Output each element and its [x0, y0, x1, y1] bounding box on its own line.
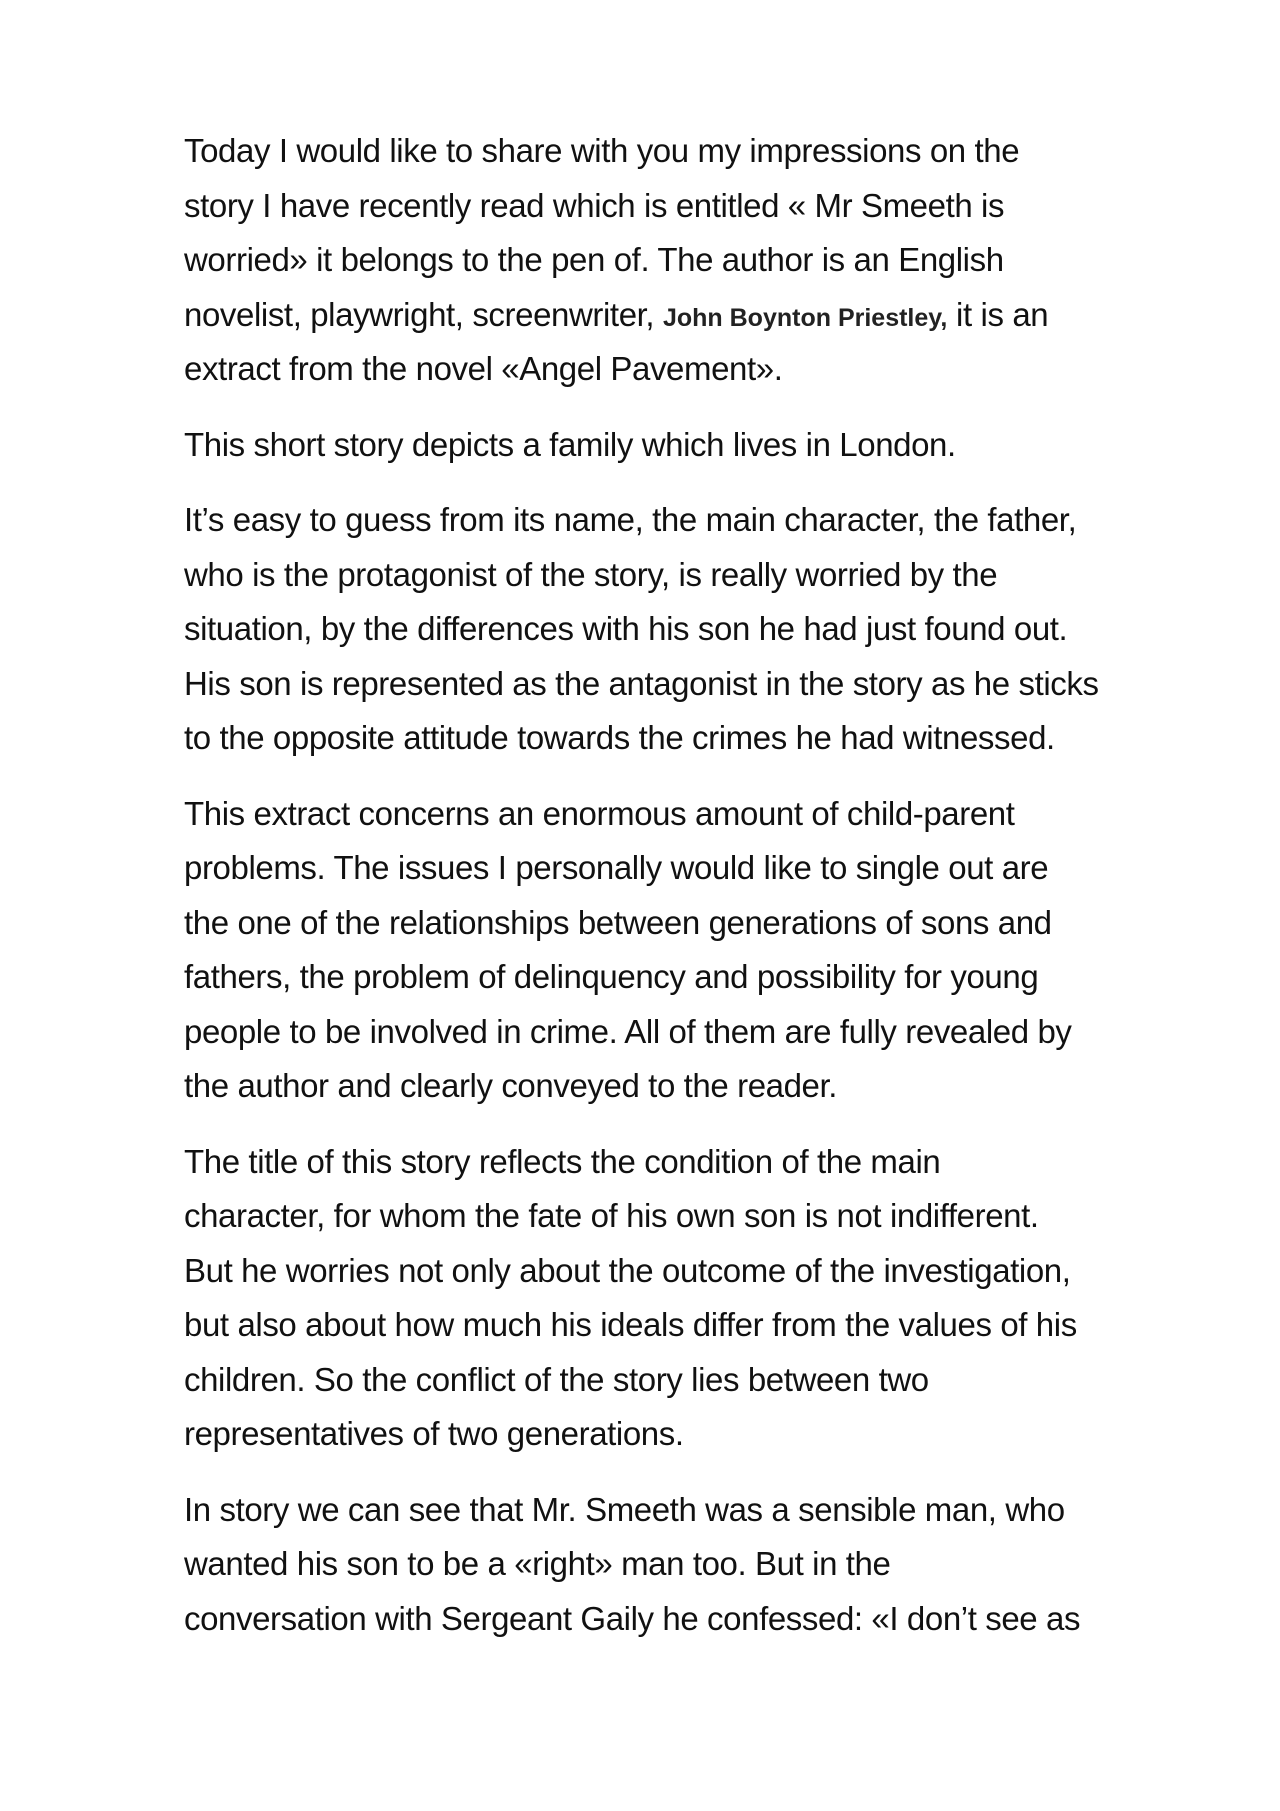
text-line: This extract concerns an enormous amount of child-parent [184, 794, 1015, 832]
text-line: fathers, the problem of delinquency and possibility for young [184, 958, 1039, 995]
author-name: John Boynton Priestley, [662, 303, 948, 332]
document-body [184, 124, 1194, 1667]
paragraph-problems [184, 787, 1194, 1114]
text-line: extract from the novel «Angel Pavement». [184, 350, 783, 387]
paragraph-setting [184, 418, 1194, 473]
text-line: Today I would like to share with you my impressions on the [184, 132, 1020, 169]
text-line: situation, by the differences with his son he had just found out. [184, 610, 1068, 647]
text-line: character, for whom the fate of his own son is not indifferent. [184, 1197, 1039, 1234]
text-line: wanted his son to be a «right» man too. But in the [184, 1545, 891, 1582]
text-line: children. So the conflict of the story lies between two [184, 1360, 929, 1398]
text-line: This short story depicts a family which lives in London. [184, 425, 956, 463]
text-line: but also about how much his ideals differ from the values of his [184, 1306, 1077, 1343]
text-line: It’s easy to guess from its name, the main character, the father, [184, 501, 1077, 538]
text-line: conversation with Sergeant Gaily he confessed: «I don’t see as [184, 1599, 1081, 1637]
text-line-with-author [184, 288, 1194, 343]
text-line: to the opposite attitude towards the crimes he had witnessed. [184, 719, 1055, 756]
paragraph-introduction [184, 124, 1194, 397]
paragraph-characters [184, 493, 1194, 766]
text-line: representatives of two generations. [184, 1415, 684, 1452]
paragraph-mr-smeeth [184, 1483, 1194, 1647]
text-line: the one of the relationships between generations of sons and [184, 903, 1052, 941]
text-line: The title of this story reflects the condition of the main [184, 1142, 941, 1180]
text-line: But he worries not only about the outcome of the investigation, [184, 1251, 1071, 1289]
text-segment: novelist, playwright, screenwriter, [184, 295, 663, 333]
text-line: people to be involved in crime. All of them are fully revealed by [184, 1012, 1072, 1050]
text-line: problems. The issues I personally would like to single out are [184, 849, 1049, 886]
text-line: In story we can see that Mr. Smeeth was a sensible man, who [184, 1490, 1065, 1528]
text-line: His son is represented as the antagonist in the story as he sticks [184, 664, 1099, 702]
text-line: who is the protagonist of the story, is really worried by the [184, 555, 998, 593]
text-line: the author and clearly conveyed to the reader. [184, 1067, 838, 1104]
text-line: worried» it belongs to the pen of. The author is an English [184, 241, 1004, 278]
text-segment: it is an [947, 295, 1049, 333]
text-line: story I have recently read which is entitled « Mr Smeeth is [184, 186, 1005, 224]
paragraph-title-analysis [184, 1135, 1194, 1462]
